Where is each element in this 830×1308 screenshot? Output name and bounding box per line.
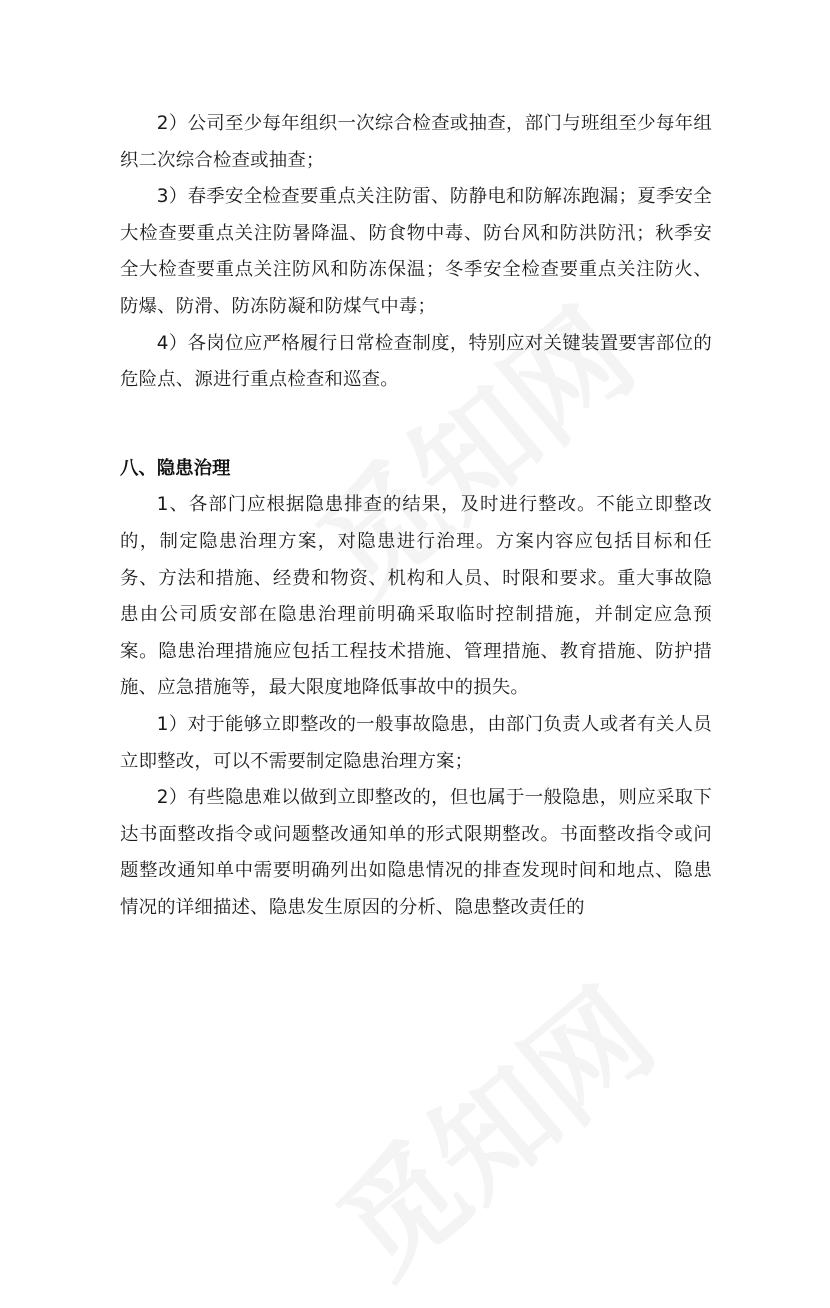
watermark <box>297 944 683 1307</box>
section-heading-hazard-remediation: 八、隐患治理 <box>120 457 231 479</box>
paragraph-deadline-remediation: 2）有些隐患难以做到立即整改的，但也属于一般隐患，则应采取下达书面整改指令或问题整改通知单的形式限期整改。书面整改指令或问题整改通知单中需要明确列出如隐患情况的排查发现时间和地点、隐患情况的详细描述、隐患发生原因的分析、隐患整改责任的 <box>120 787 712 918</box>
paragraph-inspection-frequency: 2）公司至少每年组织一次综合检查或抽查，部门与班组至少每年组织二次综合检查或抽查； <box>120 113 712 171</box>
paragraph-remediation-overview: 1、各部门应根据隐患排查的结果，及时进行整改。不能立即整改的，制定隐患治理方案，对隐患进行治理。方案内容应包括目标和任务、方法和措施、经费和物资、机构和人员、时限和要求。重大事故隐患由公司质安部在隐患治理前明确采取临时控制措施，并制定应急预案。隐患治理措施应包括工程技术措施、管理措施、教育措施、防护措施、应急措施等，最大限度地降低事故中的损失。 <box>120 494 712 699</box>
paragraph-immediate-remediation: 1）对于能够立即整改的一般事故隐患，由部门负责人或者有关人员立即整改，可以不需要制定隐患治理方案； <box>120 713 712 772</box>
paragraph-daily-inspection: 4）各岗位应严格履行日常检查制度，特别应对关键装置要害部位的危险点、源进行重点检查和巡查。 <box>120 332 712 391</box>
document-body <box>120 106 712 926</box>
paragraph-seasonal-inspection: 3）春季安全检查要重点关注防雷、防静电和防解冻跑漏；夏季安全大检查要重点关注防暑降温、防食物中毒、防台风和防洪防汛；秋季安全大检查要重点关注防风和防冻保温；冬季安全检查要重点关注防火、防爆、防滑、防冻防凝和防煤气中毒； <box>120 186 712 317</box>
